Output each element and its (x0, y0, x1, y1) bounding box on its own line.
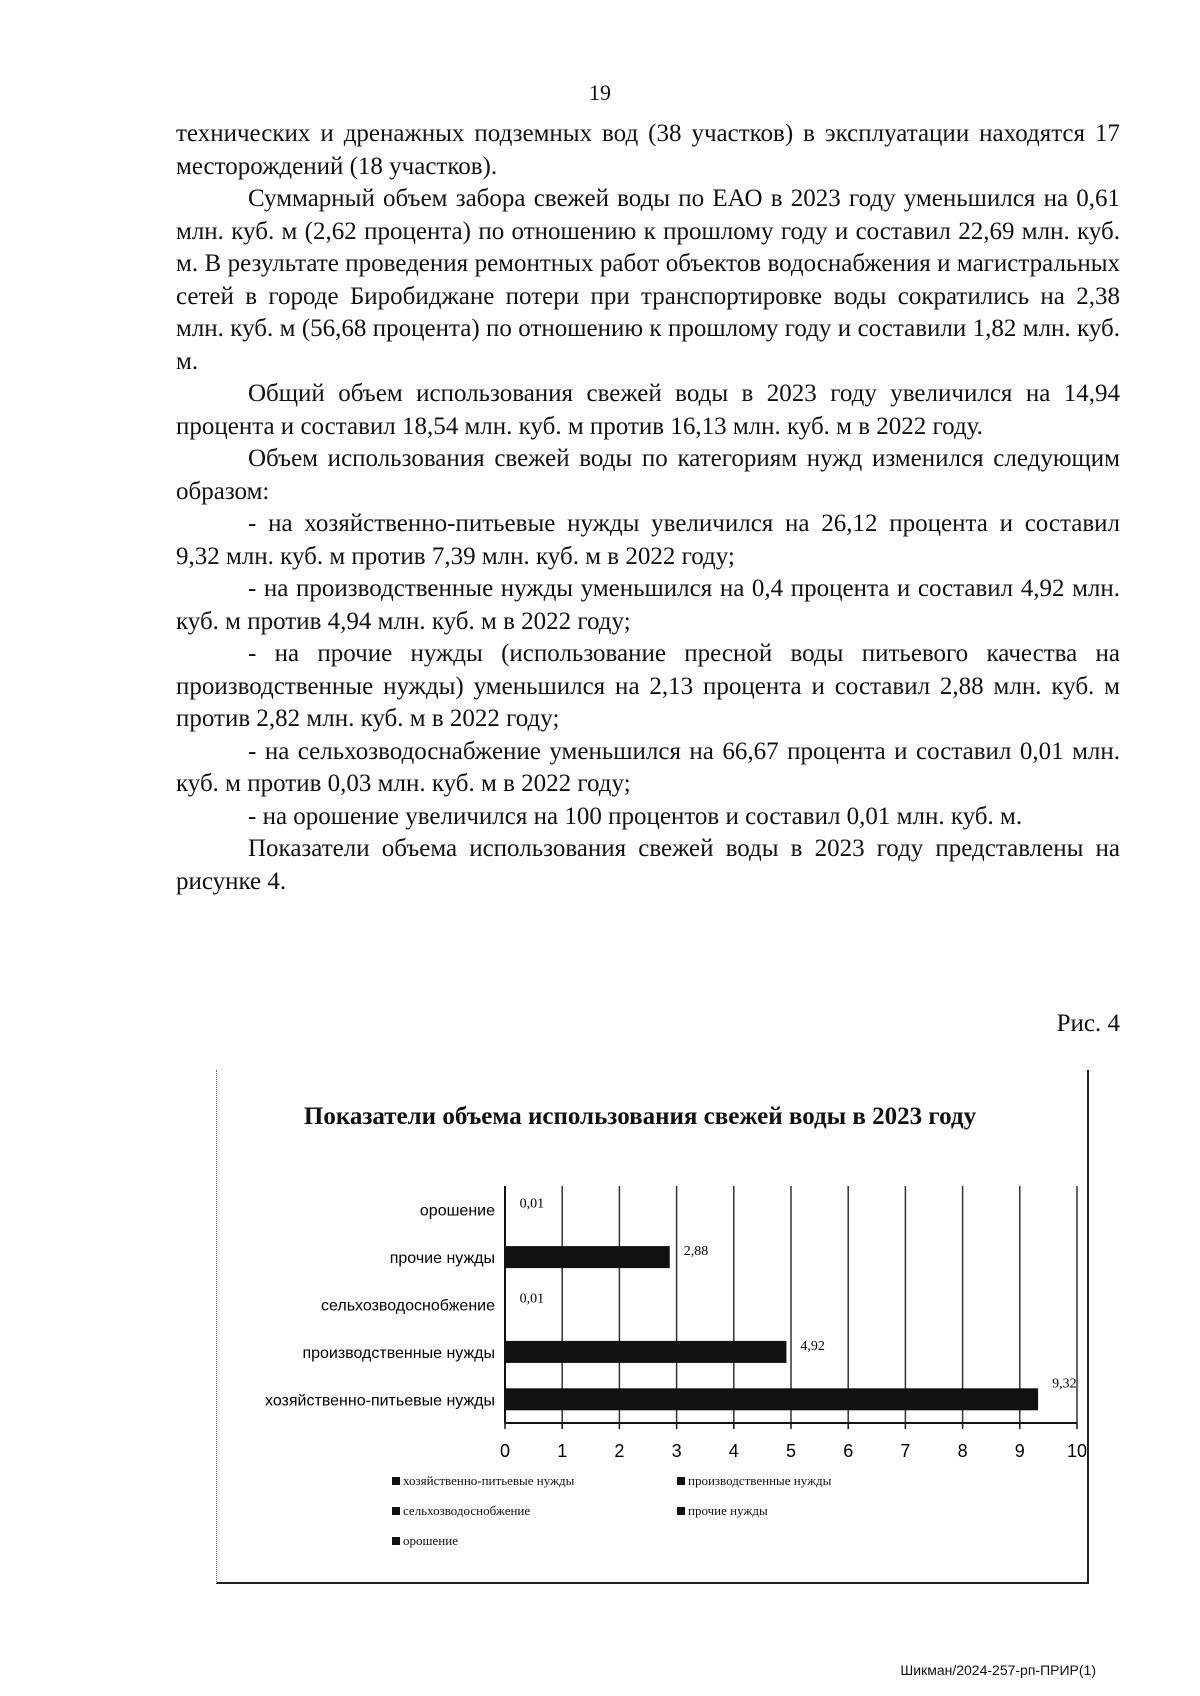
category-label: хозяйственно-питьевые нужды (265, 1392, 495, 1410)
x-tick-label: 9 (1014, 1441, 1025, 1461)
list-item: - на сельхозводоснабжение уменьшился на 66,67 процента и составил 0,01 млн. куб. м против 0,03 млн. куб. м в 2022 году; (176, 737, 1120, 797)
paragraph: Общий объем использования свежей воды в 2023 году увеличился на 14,94 процента и составил 18,54 млн. куб. м против 16,13 млн. куб. м в 2022 году. (176, 380, 1120, 440)
list-item: - на хозяйственно-питьевые нужды увеличился на 26,12 процента и составил 9,32 млн. куб. м против 7,39 млн. куб. м в 2022 году; (176, 510, 1120, 570)
legend-item (392, 1533, 458, 1549)
x-tick-label: 4 (728, 1441, 739, 1461)
legend-swatch (392, 1537, 400, 1545)
legend-label: производственные нужды (688, 1473, 832, 1488)
legend-item (677, 1473, 831, 1489)
category-label: прочие нужды (389, 1250, 495, 1268)
legend-label: сельхозводоснобжение (403, 1503, 531, 1518)
list-item: - на производственные нужды уменьшился на 0,4 процента и составил 4,92 млн. куб. м против 4,94 млн. куб. м в 2022 году; (176, 575, 1120, 635)
bar (505, 1341, 786, 1363)
legend-swatch (677, 1507, 685, 1515)
data-label: 0,01 (519, 1291, 545, 1307)
legend-swatch (392, 1477, 400, 1485)
legend-swatch (392, 1507, 400, 1515)
list-item: - на прочие нужды (использование пресной воды питьевого качества на производственные нужды) уменьшился на 2,13 процента и составил 2,88 млн. куб. м против 2,82 млн. куб. м в 2022 году; (176, 640, 1120, 732)
x-tick-label: 10 (1066, 1441, 1088, 1461)
page-number: 19 (589, 80, 611, 105)
figure-label: Рис. 4 (1056, 1010, 1120, 1037)
paragraph: Объем использования свежей воды по категориям нужд изменился следующим образом: (176, 445, 1120, 505)
bar (505, 1388, 1038, 1410)
x-tick-label: 6 (843, 1441, 854, 1461)
data-label: 0,01 (519, 1196, 545, 1212)
bar (505, 1294, 506, 1316)
category-label: производственные нужды (302, 1344, 495, 1362)
paragraph: Показатели объема использования свежей воды в 2023 году представлены на рисунке 4. (176, 835, 1120, 895)
category-label: орошение (419, 1202, 495, 1220)
paragraph: технических и дренажных подземных вод (38 участков) в эксплуатации находятся 17 месторождений (18 участков). (176, 120, 1120, 180)
x-tick-label: 8 (957, 1441, 968, 1461)
bar (505, 1199, 506, 1221)
x-tick-label: 7 (900, 1441, 911, 1461)
x-tick-label: 2 (614, 1441, 625, 1461)
x-tick-label: 1 (557, 1441, 568, 1461)
legend-label: орошение (403, 1533, 458, 1548)
legend-item (392, 1503, 530, 1519)
legend-item (392, 1473, 574, 1489)
legend-swatch (677, 1477, 685, 1485)
data-label: 2,88 (683, 1244, 709, 1260)
legend-item (677, 1503, 768, 1519)
category-label: сельхозводоснобжение (320, 1297, 495, 1315)
data-label: 4,92 (800, 1338, 825, 1354)
legend-label: прочие нужды (688, 1503, 768, 1518)
chart-title: Показатели объема использования свежей воды в 2023 году (303, 1103, 977, 1130)
bar (505, 1246, 670, 1268)
x-tick-label: 0 (499, 1441, 511, 1461)
paragraph: Суммарный объем забора свежей воды по ЕАО в 2023 году уменьшился на 0,61 млн. куб. м (2,62 процента) по отношению к прошлому году и составил 22,69 млн. куб. м. В результате проведения ремонтных работ объектов водоснабжения и магистральных сетей в городе Биробиджане потери при транспортировке воды сократились на 2,38 млн. куб. м (56,68 процента) по отношению к прошлому году и составили 1,82 млн. куб. м. (176, 185, 1120, 375)
x-tick-label: 5 (785, 1441, 797, 1461)
data-label: 9,32 (1052, 1376, 1077, 1392)
x-tick-label: 3 (671, 1441, 682, 1461)
legend-label: хозяйственно-питьевые нужды (403, 1473, 575, 1488)
list-item: - на орошение увеличился на 100 процентов и составил 0,01 млн. куб. м. (248, 802, 1023, 830)
footer-code: Шикман/2024-257-рп-ПРИР(1) (900, 1662, 1096, 1678)
